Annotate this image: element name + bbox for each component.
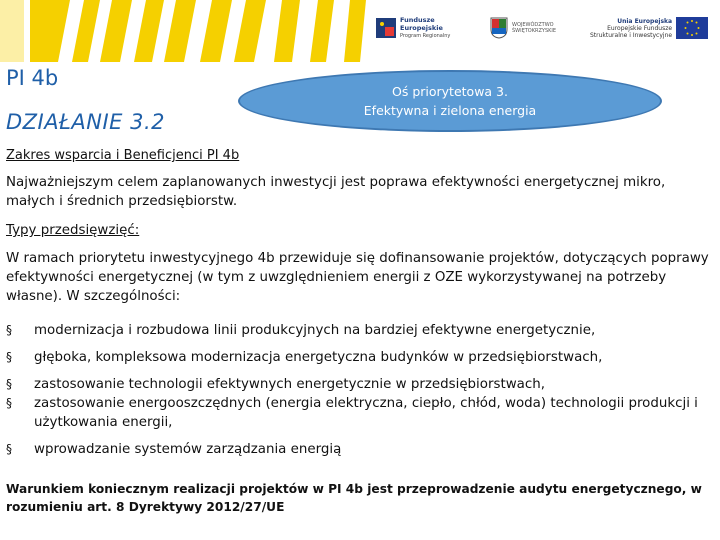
project-types-intro: W ramach priorytetu inwestycyjnego 4b przewiduje się dofinansowanie projektów, dotyczących poprawy efektywności energetycznej (w tym z uwzględnieniem energii z OZE wykorzystywanej na potrzeby własne). W szczególności: — [6, 251, 709, 304]
ue-line1: Unia Europejska — [617, 17, 673, 25]
ue-line3: Strukturalne i Inwestycyjne — [590, 31, 673, 39]
pi-title: PI 4b — [6, 66, 59, 90]
priority-axis-oval — [238, 70, 662, 132]
bullet-icon: § — [6, 377, 12, 391]
coat-of-arms-icon — [490, 17, 508, 39]
list-item-text: zastosowanie technologii efektywnych energetycznie w przedsiębiorstwach, — [34, 377, 545, 392]
action-title: DZIAŁANIE 3.2 — [6, 110, 166, 134]
fundusze-europejskie-logo — [376, 8, 450, 48]
list-item — [6, 348, 711, 367]
unia-europejska-logo — [590, 8, 708, 48]
list-item-text: wprowadzanie systemów zarządzania energią — [34, 442, 342, 457]
bullet-icon: § — [6, 350, 12, 364]
section-title: Zakres wsparcia i Beneficjenci PI 4b — [6, 148, 240, 163]
list-item-text: głęboka, kompleksowa modernizacja energetyczna budynków w przedsiębiorstwach, — [34, 350, 603, 365]
fe-sub: Program Regionalny — [400, 33, 451, 39]
list-item-text: modernizacja i rozbudowa linii produkcyjnych na bardziej efektywne energetycznie, — [34, 323, 596, 338]
fe-stars-icon — [376, 18, 396, 38]
list-item — [6, 440, 711, 459]
woj-line2: ŚWIĘTOKRZYSKIE — [512, 28, 557, 34]
fe-line1: Fundusze — [400, 16, 435, 24]
bullet-icon: § — [6, 323, 12, 337]
ue-line2: Europejskie Fundusze — [607, 24, 673, 32]
list-item-text: zastosowanie energooszczędnych (energia elektryczna, ciepło, chłód, woda) technologii produkcji i użytkowania energii, — [34, 396, 698, 430]
list-item — [6, 375, 711, 394]
funding-logos-bar — [372, 8, 712, 48]
footer-note: Warunkiem koniecznym realizacji projektów w PI 4b jest przeprowadzenie audytu energetycznego, w rozumieniu art. 8 Dyrektywy 2012/27/UE — [6, 482, 702, 514]
priority-line1: Oś priorytetowa 3. — [392, 84, 508, 99]
bullet-icon: § — [6, 442, 12, 456]
list-item — [6, 394, 711, 432]
fe-line2: Europejskie — [400, 24, 443, 32]
yellow-stripes-logo — [0, 0, 370, 62]
priority-line2: Efektywna i zielona energia — [363, 103, 537, 118]
bullet-icon: § — [6, 396, 12, 410]
woj-line1: WOJEWÓDZTWO — [512, 22, 554, 28]
intro-paragraph: Najważniejszym celem zaplanowanych inwestycji jest poprawa efektywności energetycznej mikro, małych i średnich przedsiębiorstw. — [6, 175, 666, 209]
list-item — [6, 321, 711, 340]
wojewodztwo-logo — [490, 8, 560, 48]
eu-flag-icon — [676, 17, 708, 39]
project-types-title: Typy przedsięwzięć: — [6, 223, 140, 238]
project-types-list — [6, 316, 711, 459]
